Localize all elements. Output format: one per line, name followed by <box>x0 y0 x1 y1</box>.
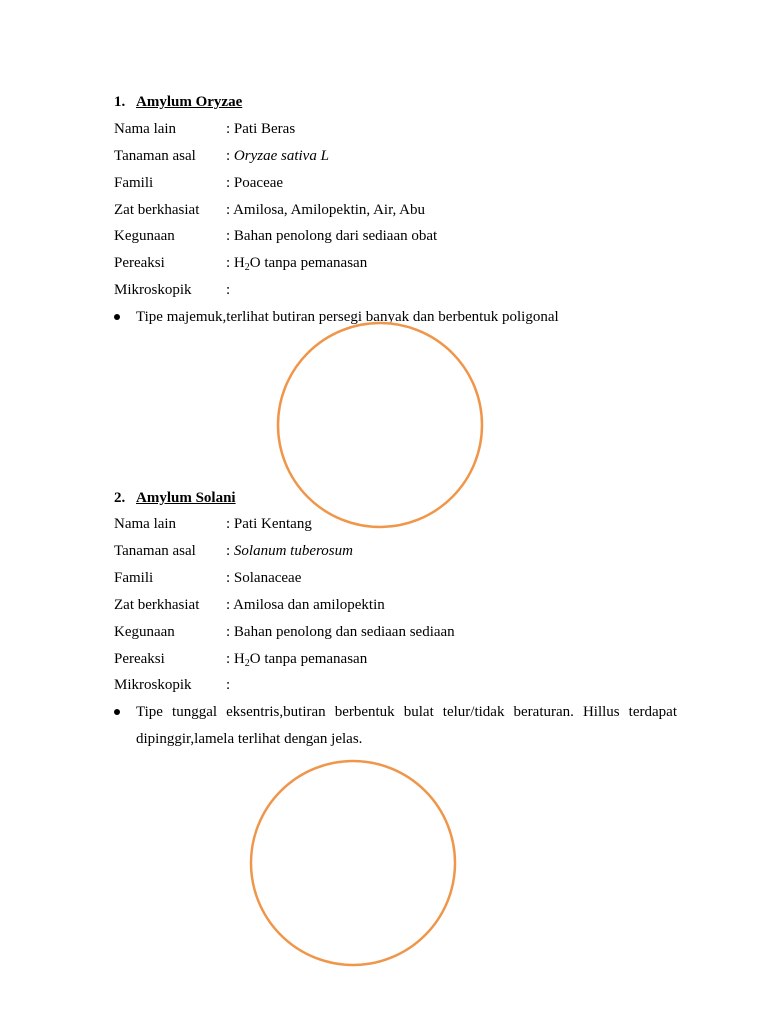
row-value-subscript: 2 <box>244 262 250 273</box>
section-2-heading <box>114 489 236 507</box>
section-2-number: 2. <box>114 490 126 506</box>
section-1-row-nama-lain <box>114 120 295 138</box>
section-1-row-kegunaan <box>114 227 437 245</box>
row-value-pre: : H <box>226 255 245 271</box>
bullet-dot-icon <box>114 709 120 715</box>
section-1-drawing-circle <box>278 323 482 527</box>
row-label: Tanaman asal <box>114 543 196 559</box>
section-2-bullet <box>136 699 677 753</box>
row-value: : Solanaceae <box>226 570 302 586</box>
row-value: : Poaceae <box>226 175 284 191</box>
section-1-row-mikroskopik <box>114 281 230 299</box>
row-label: Pereaksi <box>114 651 165 667</box>
section-2-drawing-circle <box>251 761 455 965</box>
row-value: : Bahan penolong dan sediaan sediaan <box>226 624 455 640</box>
row-value-post: O tanpa pemanasan <box>249 651 368 667</box>
bullet-dot-icon <box>114 314 120 320</box>
section-1-number: 1. <box>114 94 126 110</box>
row-value: : Amilosa, Amilopektin, Air, Abu <box>226 202 425 218</box>
row-value-subscript: 2 <box>244 658 250 669</box>
section-1-row-tanaman-asal <box>114 147 329 165</box>
row-label: Famili <box>114 175 154 191</box>
section-2-title: Amylum Solani <box>136 490 236 506</box>
section-2-row-famili <box>114 569 301 587</box>
section-1-row-zat-berkhasiat <box>114 201 425 219</box>
section-1-bullet-text: Tipe majemuk,terlihat butiran persegi banyak dan berbentuk poligonal <box>136 309 559 325</box>
row-value-prefix: : <box>226 148 234 164</box>
row-value-italic: Solanum tuberosum <box>233 543 353 559</box>
row-label: Mikroskopik <box>114 677 192 693</box>
row-label: Tanaman asal <box>114 148 196 164</box>
row-value <box>226 650 367 670</box>
row-value: : Pati Kentang <box>226 516 312 532</box>
row-value <box>226 147 329 165</box>
row-label: Pereaksi <box>114 255 165 271</box>
row-label: Kegunaan <box>114 624 175 640</box>
section-2-row-kegunaan <box>114 623 455 641</box>
row-value <box>226 542 353 560</box>
section-1-heading <box>114 93 242 111</box>
section-2-bullet-text: Tipe tunggal eksentris,butiran berbentuk bulat telur/tidak beraturan. Hillus terdapat dipinggir,lamela terlihat dengan jelas. <box>136 704 677 747</box>
section-2-row-mikroskopik <box>114 676 230 694</box>
section-2-row-pereaksi <box>114 650 367 670</box>
row-label: Kegunaan <box>114 228 175 244</box>
row-value: : Amilosa dan amilopektin <box>226 597 385 613</box>
row-value <box>226 254 367 274</box>
row-label: Zat berkhasiat <box>114 597 200 613</box>
row-label: Nama lain <box>114 516 177 532</box>
row-value: : <box>226 282 231 298</box>
row-value: : <box>226 677 231 693</box>
row-label: Zat berkhasiat <box>114 202 200 218</box>
row-value-pre: : H <box>226 651 245 667</box>
section-1-title: Amylum Oryzae <box>136 94 243 110</box>
row-value-post: O tanpa pemanasan <box>249 255 368 271</box>
row-label: Famili <box>114 570 154 586</box>
row-value-italic: Oryzae sativa L <box>233 148 329 164</box>
section-2-row-tanaman-asal <box>114 542 353 560</box>
row-value: : Pati Beras <box>226 121 296 137</box>
section-1-row-pereaksi <box>114 254 367 274</box>
row-label: Mikroskopik <box>114 282 192 298</box>
section-1-row-famili <box>114 174 283 192</box>
row-label: Nama lain <box>114 121 177 137</box>
row-value-prefix: : <box>226 543 234 559</box>
section-2-row-zat-berkhasiat <box>114 596 385 614</box>
row-value: : Bahan penolong dari sediaan obat <box>226 228 438 244</box>
section-2-row-nama-lain <box>114 515 312 533</box>
